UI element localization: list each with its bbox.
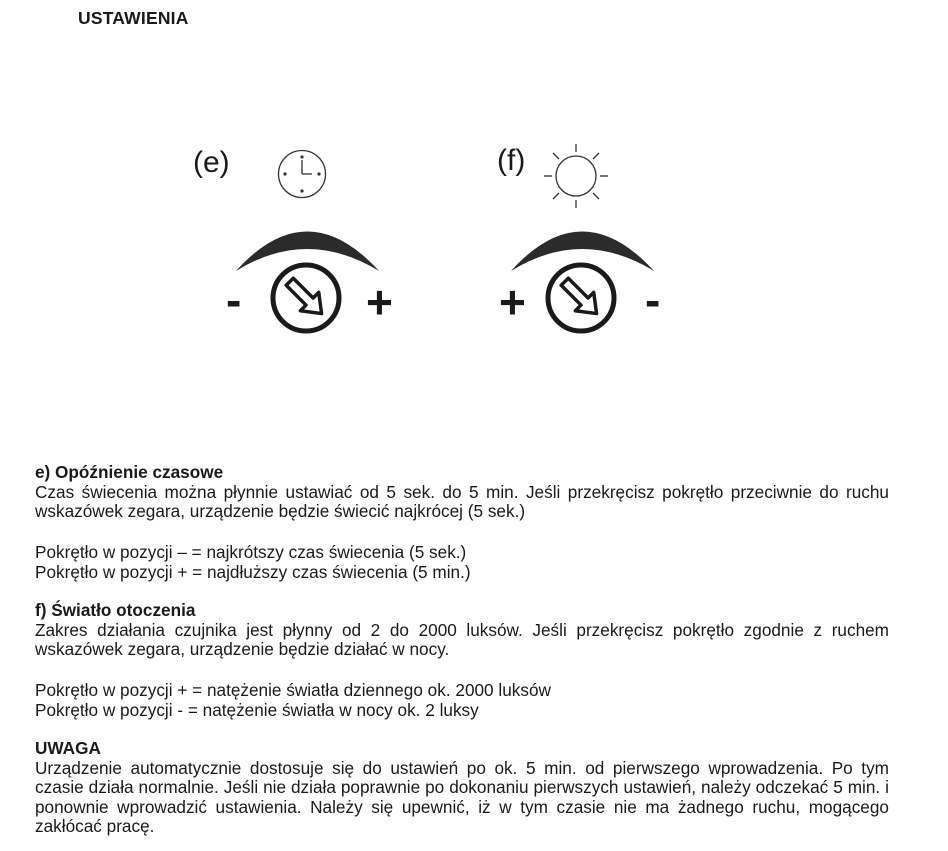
section-body: Zakres działania czujnika jest płynny od 2 do 2000 luksów. Jeśli przekręcisz pokrętło zgodnie z ruchem wskazówek zegara, urządzenie będzie działać w nocy. <box>35 619 889 659</box>
section-ambient-light-positions <box>35 681 889 720</box>
knob-f-label: (f) <box>497 144 526 177</box>
knob-f-minus-sign: - <box>645 274 661 326</box>
knob-e-plus-sign: + <box>366 276 393 328</box>
warning-heading: UWAGA <box>35 738 101 758</box>
section-body: Czas świecenia można płynnie ustawiać od 5 sek. do 5 min. Jeśli przekręcisz pokrętło przeciwnie do ruchu wskazówek zegara, urządzenie będzie świecić najkrócej (5 sek.) <box>35 481 889 521</box>
section-ambient-light <box>35 601 889 660</box>
warning-body: Urządzenie automatycznie dostosuje się do ustawień po ok. 5 min. od pierwszego wprowadzenia. Po tym czasie działa normalnie. Jeśli nie działa poprawnie po dokonaniu pierwszych ustawień, należy odczekać 5 min. i ponownie wprowadzić ustawienia. Należy się upewnić, iż w tym czasie nie ma żadnego ruchu, mogącego zakłócać pracę. <box>35 757 889 836</box>
sun-icon <box>544 144 608 208</box>
knob-e-label: (e) <box>193 146 230 179</box>
clock-icon <box>279 151 326 198</box>
position-max-line: Pokrętło w pozycji + = najdłuższy czas świecenia (5 min.) <box>35 561 471 582</box>
section-time-delay-positions <box>35 543 889 582</box>
knob-e-minus-sign: - <box>226 274 242 326</box>
position-min-line: Pokrętło w pozycji – = najkrótszy czas świecenia (5 sek.) <box>35 542 467 562</box>
knob-e-group <box>193 146 393 331</box>
knob-e-dial[interactable] <box>273 265 339 331</box>
knob-f-plus-sign: + <box>499 276 526 328</box>
knob-f-dial[interactable] <box>548 265 614 331</box>
position-minus-line: Pokrętło w pozycji - = natężenie światła w nocy ok. 2 luksy <box>35 699 479 720</box>
section-time-delay <box>35 463 889 522</box>
position-plus-line: Pokrętło w pozycji + = natężenie światła dziennego ok. 2000 luksów <box>35 680 551 700</box>
section-heading: e) Opóźnienie czasowe <box>35 462 224 482</box>
section-heading: f) Światło otoczenia <box>35 600 196 620</box>
warning-section <box>35 739 889 837</box>
page-title: USTAWIENIA <box>78 8 189 28</box>
knob-f-group <box>497 144 660 331</box>
